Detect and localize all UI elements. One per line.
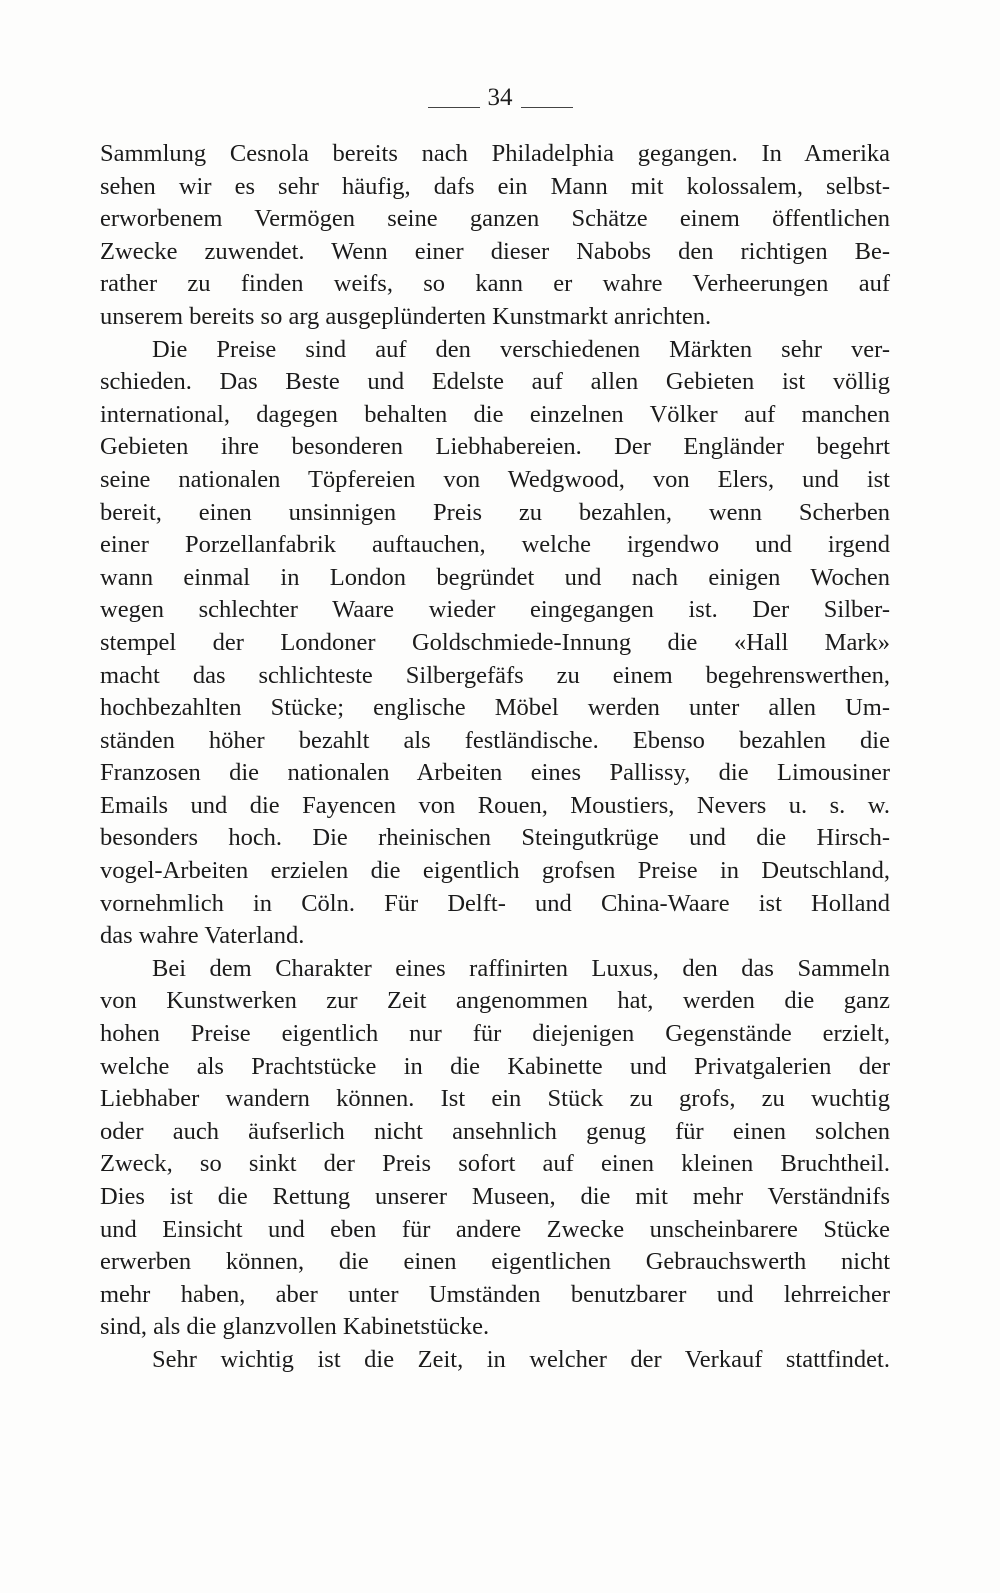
body-text [100,138,890,1377]
text-line: wann einmal in London begründet und nach einigen Wochen [100,563,890,591]
text-line: Dies ist die Rettung unserer Museen, die mit mehr Verständnifs [100,1183,890,1210]
text-line: bereit, einen unsinnigen Preis zu bezahlen, wenn Scherben [100,498,890,526]
text-line: sehen wir es sehr häufig, dafs ein Mann mit kolossalem, selbst- [100,172,890,200]
text-line: das wahre Vaterland. [100,922,305,950]
text-line: Sehr wichtig ist die Zeit, in welcher der Verkauf stattfindet. [152,1345,890,1373]
text-line: wegen schlechter Waare wieder eingegangen ist. Der Silber- [100,596,890,624]
text-line: Bei dem Charakter eines raffinirten Luxus, den das Sammeln [152,954,890,982]
page-number: 34 [487,84,513,111]
text-line: hohen Preise eigentlich nur für diejenigen Gegenstände erzielt, [100,1020,890,1048]
text-line: besonders hoch. Die rheinischen Steingutkrüge und die Hirsch- [100,824,890,852]
text-line: Zweck, so sinkt der Preis sofort auf einen kleinen Bruchtheil. [100,1150,890,1178]
text-line: einer Porzellanfabrik auftauchen, welche irgendwo und irgend [100,531,890,559]
text-line: stempel der Londoner Goldschmiede-Innung die «Hall Mark» [100,628,890,656]
header-rule-left [428,107,480,108]
text-line: Zwecke zuwendet. Wenn einer dieser Nabobs den richtigen Be- [100,237,890,265]
text-line: macht das schlichteste Silbergefäfs zu einem begehrenswerthen, [100,661,890,689]
text-line: Sammlung Cesnola bereits nach Philadelphia gegangen. In Amerika [100,140,890,167]
text-line: und Einsicht und eben für andere Zwecke unscheinbarere Stücke [100,1215,890,1243]
text-line: Liebhaber wandern können. Ist ein Stück zu grofs, zu wuchtig [100,1085,890,1113]
text-line: ständen höher bezahlt als festländische. Ebenso bezahlen die [100,726,890,754]
text-line: Franzosen die nationalen Arbeiten eines Pallissy, die Limousiner [100,759,890,787]
text-line: welche als Prachtstücke in die Kabinette und Privatgalerien der [100,1052,890,1080]
text-line: seine nationalen Töpfereien von Wedgwood, von Elers, und ist [100,465,890,493]
header-rule-right [521,107,573,108]
text-line: mehr haben, aber unter Umständen benutzbarer und lehrreicher [100,1280,890,1308]
text-line: Emails und die Fayencen von Rouen, Moustiers, Nevers u. s. w. [100,791,890,819]
text-line: erworbenem Vermögen seine ganzen Schätze einem öffentlichen [100,205,890,233]
text-line: sind, als die glanzvollen Kabinetstücke. [100,1313,490,1341]
text-line: hochbezahlten Stücke; englische Möbel werden unter allen Um- [100,694,890,722]
text-line: unserem bereits so arg ausgeplünderten Kunstmarkt anrichten. [100,302,712,330]
text-line: schieden. Das Beste und Edelste auf allen Gebieten ist völlig [100,368,890,396]
text-line: Die Preise sind auf den verschiedenen Märkten sehr ver- [152,335,890,363]
text-line: rather zu finden weifs, so kann er wahre Verheerungen auf [100,270,890,298]
text-line: vornehmlich in Cöln. Für Delft- und China-Waare ist Holland [100,889,890,917]
text-line: Gebieten ihre besonderen Liebhabereien. Der Engländer begehrt [100,433,890,461]
text-line: erwerben können, die einen eigentlichen Gebrauchswerth nicht [100,1248,890,1276]
page-header [0,84,1000,112]
text-line: von Kunstwerken zur Zeit angenommen hat, werden die ganz [100,987,890,1015]
text-line: international, dagegen behalten die einzelnen Völker auf manchen [100,400,890,428]
text-line: oder auch äufserlich nicht ansehnlich genug für einen solchen [100,1117,890,1145]
text-line: vogel-Arbeiten erzielen die eigentlich grofsen Preise in Deutschland, [100,857,890,885]
